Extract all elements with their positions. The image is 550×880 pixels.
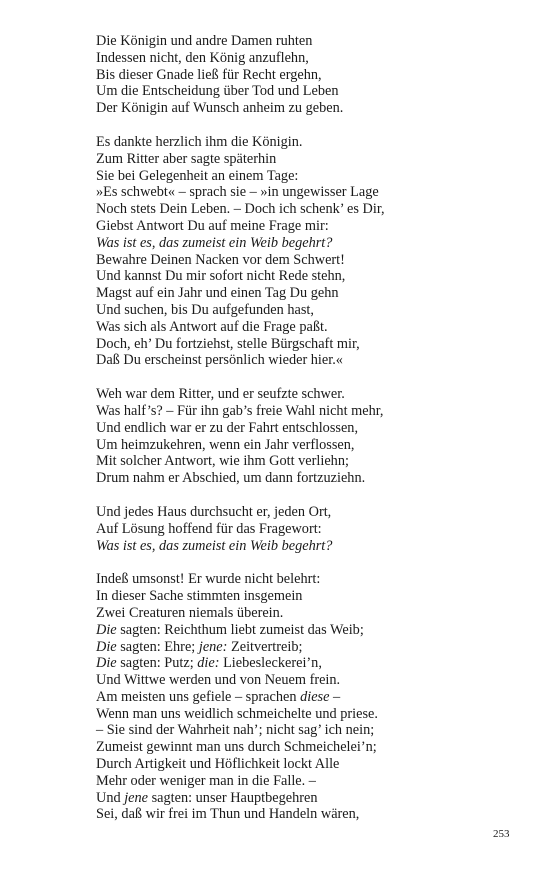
verse-text: Die Königin und andre Damen ruhten xyxy=(96,33,313,49)
stanza xyxy=(96,33,526,117)
italic-text: Die xyxy=(96,638,117,655)
verse-text: Indessen nicht, den König anzuflehn, xyxy=(96,49,309,66)
verse-text: Der Königin auf Wunsch anheim zu geben. xyxy=(96,100,344,117)
verse-text: Giebst Antwort Du auf meine Frage mir: xyxy=(96,217,329,234)
verse-text: Weh war dem Ritter, und er seufzte schwer. xyxy=(96,386,345,403)
verse-line xyxy=(96,722,526,739)
verse-line xyxy=(96,319,526,336)
verse-text: Auf Lösung hoffend für das Fragewort: xyxy=(96,520,322,537)
verse-text: Um heimzukehren, wenn ein Jahr verflossen, xyxy=(96,436,355,453)
italic-text: die: xyxy=(197,655,220,672)
verse-text: Und suchen, bis Du aufgefunden hast, xyxy=(96,301,314,318)
verse-text: Und xyxy=(96,789,125,806)
verse-line xyxy=(96,33,526,50)
verse-line xyxy=(96,689,526,706)
verse-text: In dieser Sache stimmten insgemein xyxy=(96,588,303,605)
verse-line xyxy=(96,83,526,100)
verse-line xyxy=(96,218,526,235)
italic-text: Was ist es, das zumeist ein Weib begehrt? xyxy=(96,537,333,554)
verse-text: Was sich als Antwort auf die Frage paßt. xyxy=(96,318,328,335)
verse-line xyxy=(96,622,526,639)
verse-line xyxy=(96,521,526,538)
verse-text: Zwei Creaturen niemals überein. xyxy=(96,604,284,621)
verse-text: Noch stets Dein Leben. – Doch ich schenk’ es Dir, xyxy=(96,201,385,218)
verse-line xyxy=(96,403,526,420)
verse-line xyxy=(96,470,526,487)
verse-line xyxy=(96,756,526,773)
verse-line xyxy=(96,352,526,369)
page-number: 253 xyxy=(493,828,510,840)
verse-line xyxy=(96,453,526,470)
verse-line xyxy=(96,790,526,807)
verse-text: – xyxy=(329,688,341,705)
italic-text: Was ist es, das zumeist ein Weib begehrt? xyxy=(96,234,333,251)
verse-text: sagten: Putz; xyxy=(116,655,198,672)
verse-line xyxy=(96,639,526,656)
verse-text: Sei, daß wir frei im Thun und Handeln wären, xyxy=(96,806,360,823)
verse-line xyxy=(96,588,526,605)
verse-line xyxy=(96,168,526,185)
verse-text: Um die Entscheidung über Tod und Leben xyxy=(96,83,339,100)
verse-text: sagten: Ehre; xyxy=(116,638,199,655)
poem-text xyxy=(96,33,526,823)
stanza xyxy=(96,134,526,369)
verse-text: Und kannst Du mir sofort nicht Rede stehn, xyxy=(96,268,346,285)
verse-line xyxy=(96,184,526,201)
verse-line xyxy=(96,538,526,555)
verse-line xyxy=(96,235,526,252)
verse-line xyxy=(96,386,526,403)
verse-line xyxy=(96,571,526,588)
verse-text: Und Wittwe werden und von Neuem frein. xyxy=(96,672,341,689)
verse-text: Was half’s? – Für ihn gab’s freie Wahl nicht mehr, xyxy=(96,402,384,419)
verse-line xyxy=(96,739,526,756)
verse-line xyxy=(96,268,526,285)
verse-text: Und endlich war er zu der Fahrt entschlossen, xyxy=(96,419,359,436)
verse-text: Bis dieser Gnade ließ für Recht ergehn, xyxy=(96,66,322,83)
verse-text: Zum Ritter aber sagte späterhin xyxy=(96,150,277,167)
verse-text: Sie bei Gelegenheit an einem Tage: xyxy=(96,167,299,184)
verse-line xyxy=(96,504,526,521)
verse-line xyxy=(96,706,526,723)
verse-text: Und jedes Haus durchsucht er, jeden Ort, xyxy=(96,503,332,520)
verse-line xyxy=(96,67,526,84)
italic-text: Die xyxy=(96,621,117,638)
verse-text: Mit solcher Antwort, wie ihm Gott verliehn; xyxy=(96,453,349,470)
stanza xyxy=(96,504,526,554)
verse-text: Indeß umsonst! Er wurde nicht belehrt: xyxy=(96,571,321,588)
verse-line xyxy=(96,285,526,302)
verse-text: »Es schwebt« – sprach sie – »in ungewisser Lage xyxy=(96,184,379,201)
italic-text: Die xyxy=(96,655,117,672)
verse-text: Zumeist gewinnt man uns durch Schmeichelei’n; xyxy=(96,739,377,756)
verse-line xyxy=(96,201,526,218)
verse-text: Liebesleckerei’n, xyxy=(219,655,322,672)
verse-line xyxy=(96,420,526,437)
verse-line xyxy=(96,773,526,790)
stanza xyxy=(96,571,526,823)
poem-page-body xyxy=(96,33,526,840)
verse-line xyxy=(96,437,526,454)
italic-text: jene: xyxy=(198,638,228,655)
verse-line xyxy=(96,151,526,168)
verse-text: Doch, eh’ Du fortziehst, stelle Bürgschaft mir, xyxy=(96,335,360,352)
verse-text: Es dankte herzlich ihm die Königin. xyxy=(96,133,303,150)
verse-text: sagten: unser Hauptbegehren xyxy=(148,789,318,806)
verse-line xyxy=(96,806,526,823)
verse-text: Drum nahm er Abschied, um dann fortzuziehn. xyxy=(96,470,366,487)
verse-line xyxy=(96,100,526,117)
stanza xyxy=(96,386,526,487)
verse-text: – Sie sind der Wahrheit nah’; nicht sag’ ich nein; xyxy=(96,722,375,739)
verse-text: Am meisten uns gefiele – sprachen xyxy=(96,688,301,705)
verse-text: sagten: Reichthum liebt zumeist das Weib; xyxy=(116,621,364,638)
verse-text: Wenn man uns weidlich schmeichelte und priese. xyxy=(96,705,378,722)
verse-line xyxy=(96,252,526,269)
verse-text: Durch Artigkeit und Höflichkeit lockt Alle xyxy=(96,756,340,773)
verse-text: Bewahre Deinen Nacken vor dem Schwert! xyxy=(96,251,345,268)
verse-line xyxy=(96,50,526,67)
verse-line xyxy=(96,605,526,622)
verse-text: Daß Du erscheinst persönlich wieder hier.« xyxy=(96,352,343,369)
verse-line xyxy=(96,672,526,689)
verse-line xyxy=(96,655,526,672)
italic-text: jene xyxy=(124,789,149,806)
verse-text: Zeitvertreib; xyxy=(227,638,303,655)
verse-line xyxy=(96,302,526,319)
verse-text: Mehr oder weniger man in die Falle. – xyxy=(96,772,316,789)
verse-line xyxy=(96,336,526,353)
italic-text: diese xyxy=(300,688,330,705)
verse-line xyxy=(96,134,526,151)
verse-text: Magst auf ein Jahr und einen Tag Du gehn xyxy=(96,285,339,302)
